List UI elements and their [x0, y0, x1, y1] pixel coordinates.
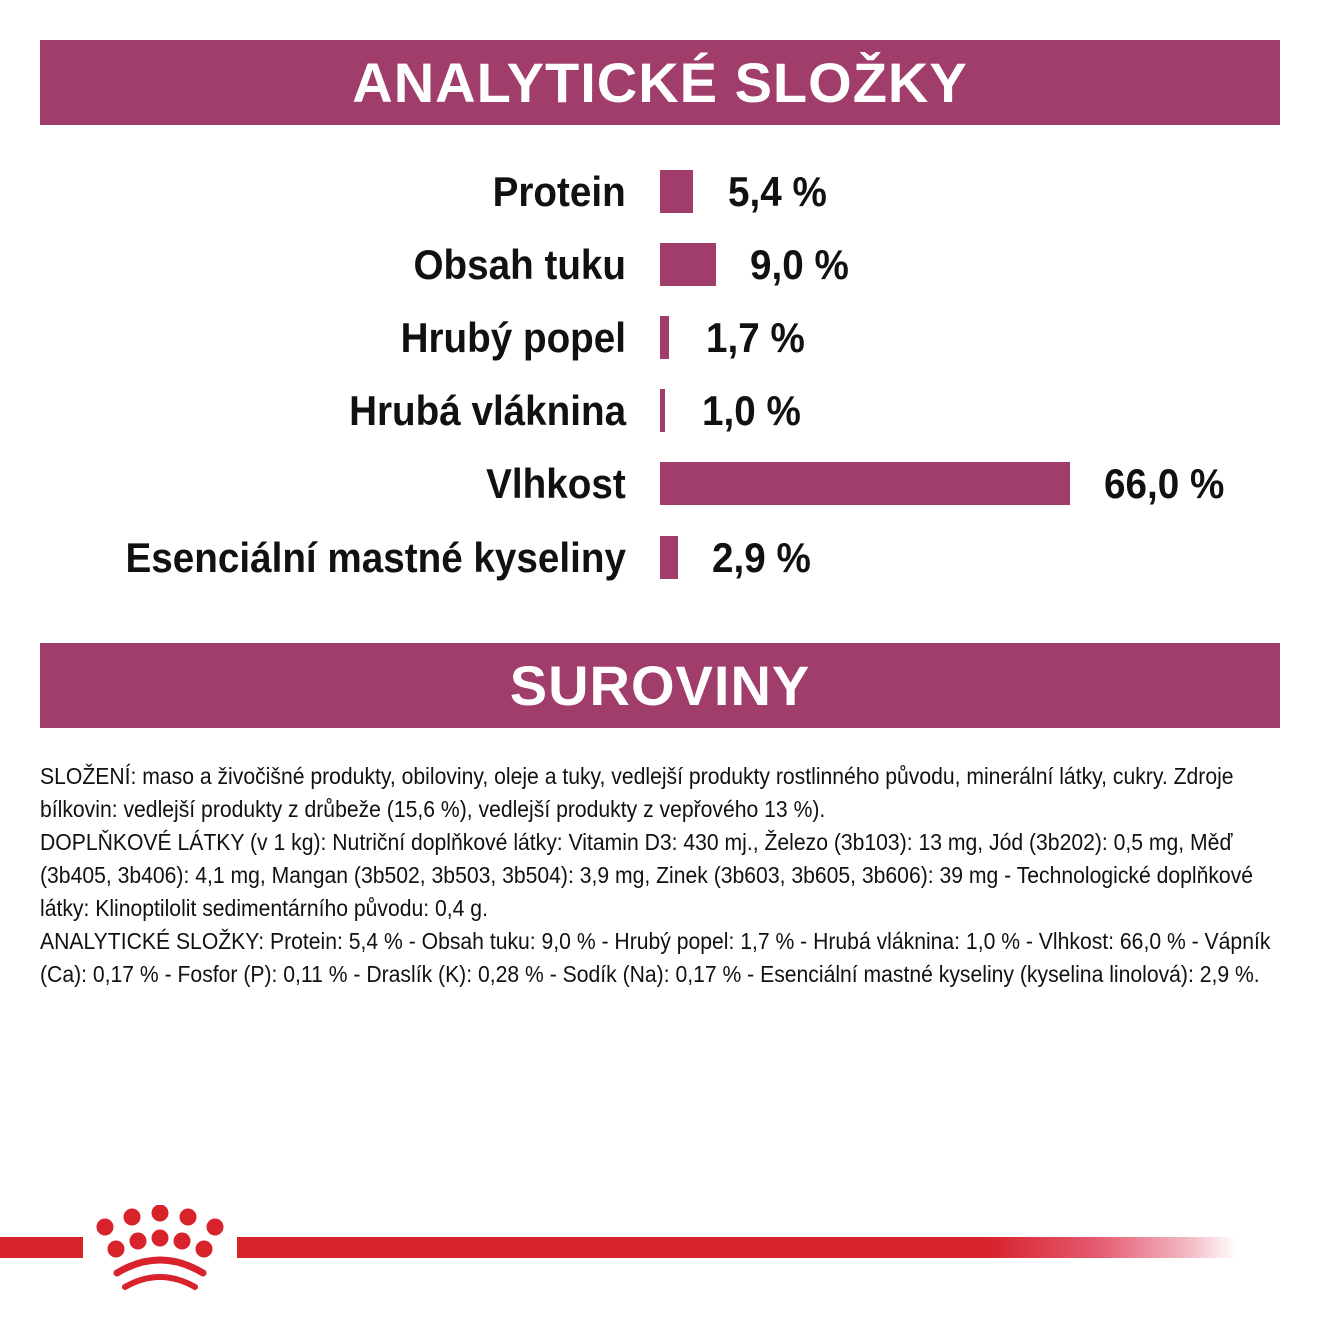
footer-line-left	[0, 1237, 83, 1258]
chart-row-fiber	[0, 389, 1320, 433]
row-value: 9,0 %	[750, 241, 849, 288]
row-label: Protein	[492, 168, 626, 215]
ingredients-section-header	[40, 643, 1280, 728]
bar-ash	[660, 316, 669, 359]
crown-icon	[93, 1205, 229, 1301]
row-value: 5,4 %	[728, 168, 827, 215]
bar-fat	[660, 243, 716, 286]
row-label: Vlhkost	[486, 460, 626, 507]
bar-moisture	[660, 462, 1070, 505]
bar-efa	[660, 536, 678, 579]
row-label: Hrubý popel	[400, 314, 626, 361]
row-label: Obsah tuku	[413, 241, 626, 288]
footer-line-right	[237, 1237, 1237, 1258]
analytical-section-header	[40, 40, 1280, 125]
chart-row-protein	[0, 170, 1320, 214]
ingredients-title: SUROVINY	[509, 654, 811, 717]
row-value: 1,0 %	[702, 387, 801, 434]
analytical-title: ANALYTICKÉ SLOŽKY	[352, 51, 968, 114]
row-value: 1,7 %	[706, 314, 805, 361]
row-value: 2,9 %	[712, 534, 811, 581]
bar-protein	[660, 170, 693, 213]
chart-row-fat	[0, 243, 1320, 287]
ingredients-text	[40, 760, 1287, 991]
bar-fiber	[660, 389, 665, 432]
composition-paragraph: SLOŽENÍ: maso a živočišné produkty, obiloviny, oleje a tuky, vedlejší produkty rostlinného původu, minerální látky, cukry. Zdroje bílkovin: vedlejší produkty z drůbeže (15,6 %), vedlejší produkty z vepřového 13 %).	[40, 763, 1234, 822]
row-label: Esenciální mastné kyseliny	[125, 534, 626, 581]
chart-row-efa	[0, 536, 1320, 580]
chart-row-moisture	[0, 462, 1320, 506]
analytical-paragraph: ANALYTICKÉ SLOŽKY: Protein: 5,4 % - Obsah tuku: 9,0 % - Hrubý popel: 1,7 % - Hrubá vláknina: 1,0 % - Vlhkost: 66,0 % - Vápník (Ca): 0,17 % - Fosfor (P): 0,11 % - Draslík (K): 0,28 % - Sodík (Na): 0,17 % - Esenciální mastné kyseliny (kyselina linolová): 2,9 %.	[40, 928, 1271, 987]
chart-row-ash	[0, 316, 1320, 360]
row-value: 66,0 %	[1104, 460, 1225, 507]
row-label: Hrubá vláknina	[348, 387, 626, 434]
additives-paragraph: DOPLŇKOVÉ LÁTKY (v 1 kg): Nutriční doplňkové látky: Vitamin D3: 430 mj., Železo (3b103): 13 mg, Jód (3b202): 0,5 mg, Měď (3b405, 3b406): 4,1 mg, Mangan (3b502, 3b503, 3b504): 3,9 mg, Zinek (3b603, 3b605, 3b606): 39 mg - Technologické doplňkové látky: Klinoptilolit sedimentárního původu: 0,4 g.	[40, 829, 1254, 921]
